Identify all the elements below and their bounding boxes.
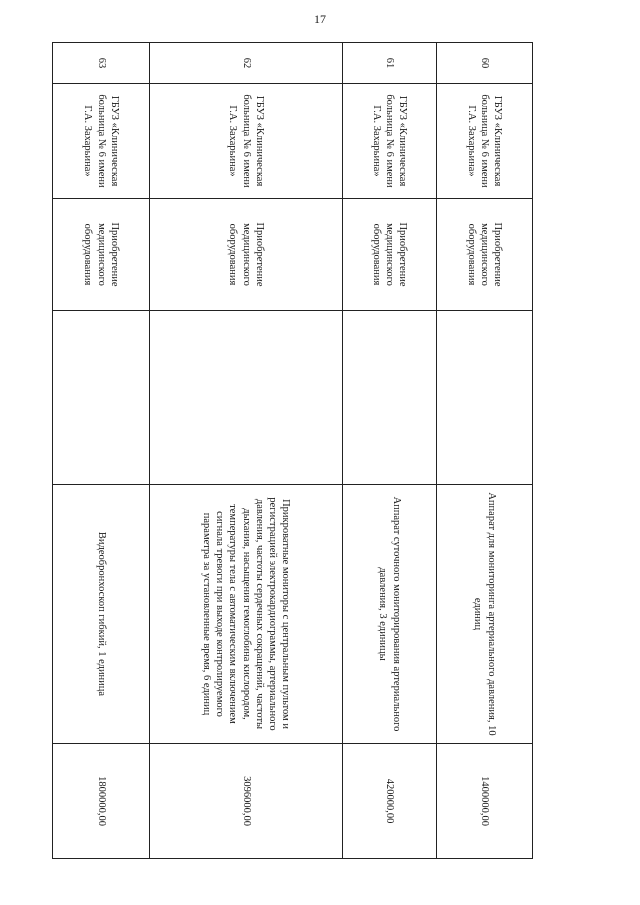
table-row <box>437 43 533 859</box>
rotated-table-container <box>53 42 533 858</box>
table-row <box>343 43 437 859</box>
measure-cell: Приобретение медицинского оборудования <box>53 199 150 311</box>
empty-cell <box>53 311 150 485</box>
row-number: 61 <box>343 43 437 84</box>
row-number: 62 <box>150 43 343 84</box>
equipment-cell: Видеобронхоскоп гибкий, 1 единица <box>53 485 150 744</box>
table-row <box>53 43 150 859</box>
page-number: 17 <box>314 12 326 26</box>
equipment-table <box>52 42 533 859</box>
sum-cell: 420000,00 <box>343 744 437 859</box>
sum-cell: 1400000,00 <box>437 744 533 859</box>
equipment-cell: Прикроватные мониторы с центральным пультом и регистрацией электрокардиограммы, артериального давления, частоты сердечных сокращений, частоты дыхания, насыщения гемоглобина кислородом, температуры тела с автоматическим включением сигнала тревоги при выходе контролируемого параметра за установленные время, 6 единиц <box>150 485 343 744</box>
organization-cell: ГБУЗ «Клиническая больница № 6 имени Г.А. Захарьина» <box>53 84 150 199</box>
table-row <box>150 43 343 859</box>
empty-cell <box>343 311 437 485</box>
measure-cell: Приобретение медицинского оборудования <box>343 199 437 311</box>
row-number: 60 <box>437 43 533 84</box>
row-number: 63 <box>53 43 150 84</box>
organization-cell: ГБУЗ «Клиническая больница № 6 имени Г.А. Захарьина» <box>437 84 533 199</box>
organization-cell: ГБУЗ «Клиническая больница № 6 имени Г.А. Захарьина» <box>150 84 343 199</box>
sum-cell: 3096000,00 <box>150 744 343 859</box>
measure-cell: Приобретение медицинского оборудования <box>150 199 343 311</box>
equipment-cell: Аппарат для мониторинга артериального давления, 10 единиц <box>437 485 533 744</box>
organization-cell: ГБУЗ «Клиническая больница № 6 имени Г.А. Захарьина» <box>343 84 437 199</box>
empty-cell <box>150 311 343 485</box>
empty-cell <box>437 311 533 485</box>
sum-cell: 1800000,00 <box>53 744 150 859</box>
measure-cell: Приобретение медицинского оборудования <box>437 199 533 311</box>
equipment-cell: Аппарат суточного мониторирования артериального давления, 3 единицы <box>343 485 437 744</box>
